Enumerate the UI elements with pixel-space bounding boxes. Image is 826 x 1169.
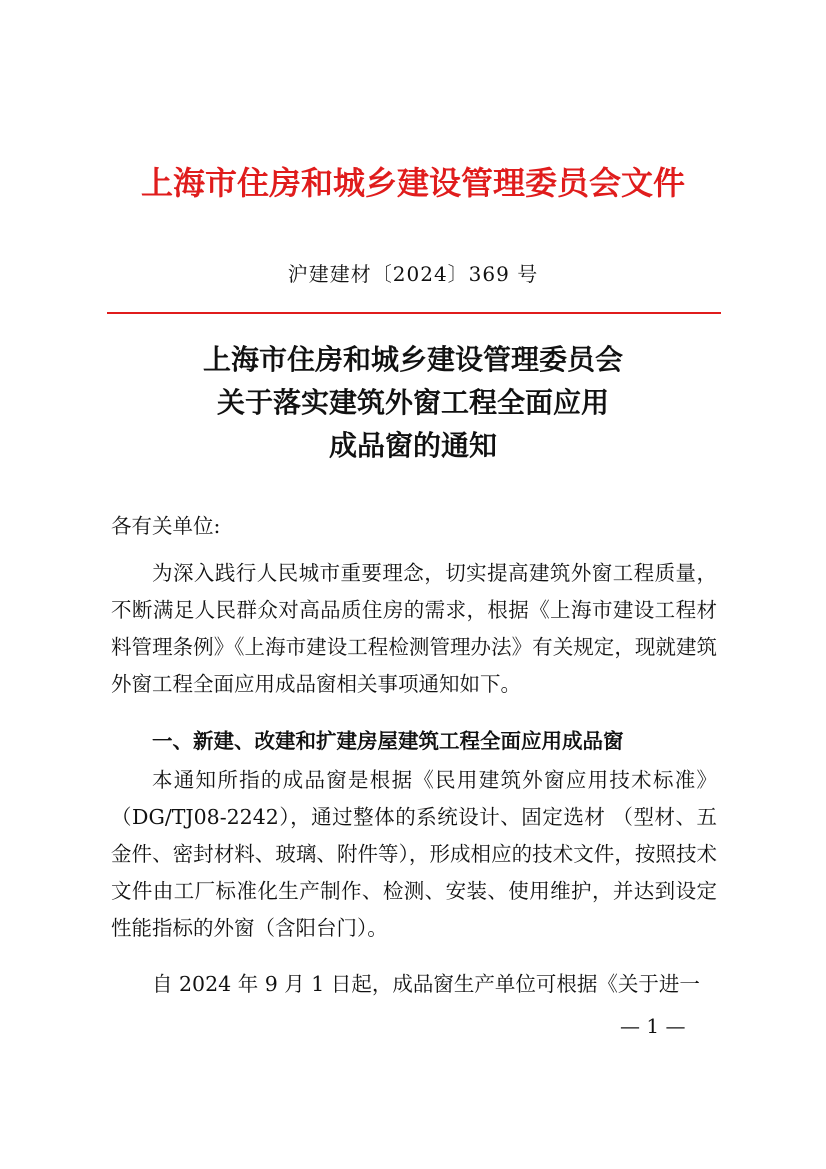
section-heading-1: 一、新建、改建和扩建房屋建筑工程全面应用成品窗: [152, 729, 624, 753]
salutation: 各有关单位:: [111, 514, 221, 538]
document-number: 沪建建材〔2024〕369 号: [287, 262, 539, 286]
notice-title: [0, 338, 826, 467]
masthead-title: 上海市住房和城乡建设管理委员会文件: [140, 164, 685, 202]
red-divider-line: [107, 312, 721, 314]
title-line-2: 关于落实建筑外窗工程全面应用: [216, 386, 609, 419]
paragraph-definition: 本通知所指的成品窗是根据《民用建筑外窗应用技术标准》（DG/TJ08-2242），通过整体的系统设计、固定选材 （型材、五金件、密封材料、玻璃、附件等），形成相应的技术文件，按照技术文件由工厂标准化生产制作、检测、安装、使用维护，并达到设定性能指标的外窗（含阳台门）。: [111, 768, 717, 940]
paragraph-intro: 为深入践行人民城市重要理念，切实提高建筑外窗工程质量，不断满足人民群众对高品质住房的需求，根据《上海市建设工程材料管理条例》《上海市建设工程检测管理办法》有关规定，现就建筑外窗工程全面应用成品窗相关事项通知如下。: [111, 561, 717, 696]
title-line-1: 上海市住房和城乡建设管理委员会: [202, 343, 623, 376]
title-line-3: 成品窗的通知: [328, 429, 497, 462]
paragraph-effective-date: 自 2024 年 9 月 1 日起，成品窗生产单位可根据《关于进一: [152, 972, 700, 996]
page-number: — 1 —: [620, 1014, 686, 1038]
